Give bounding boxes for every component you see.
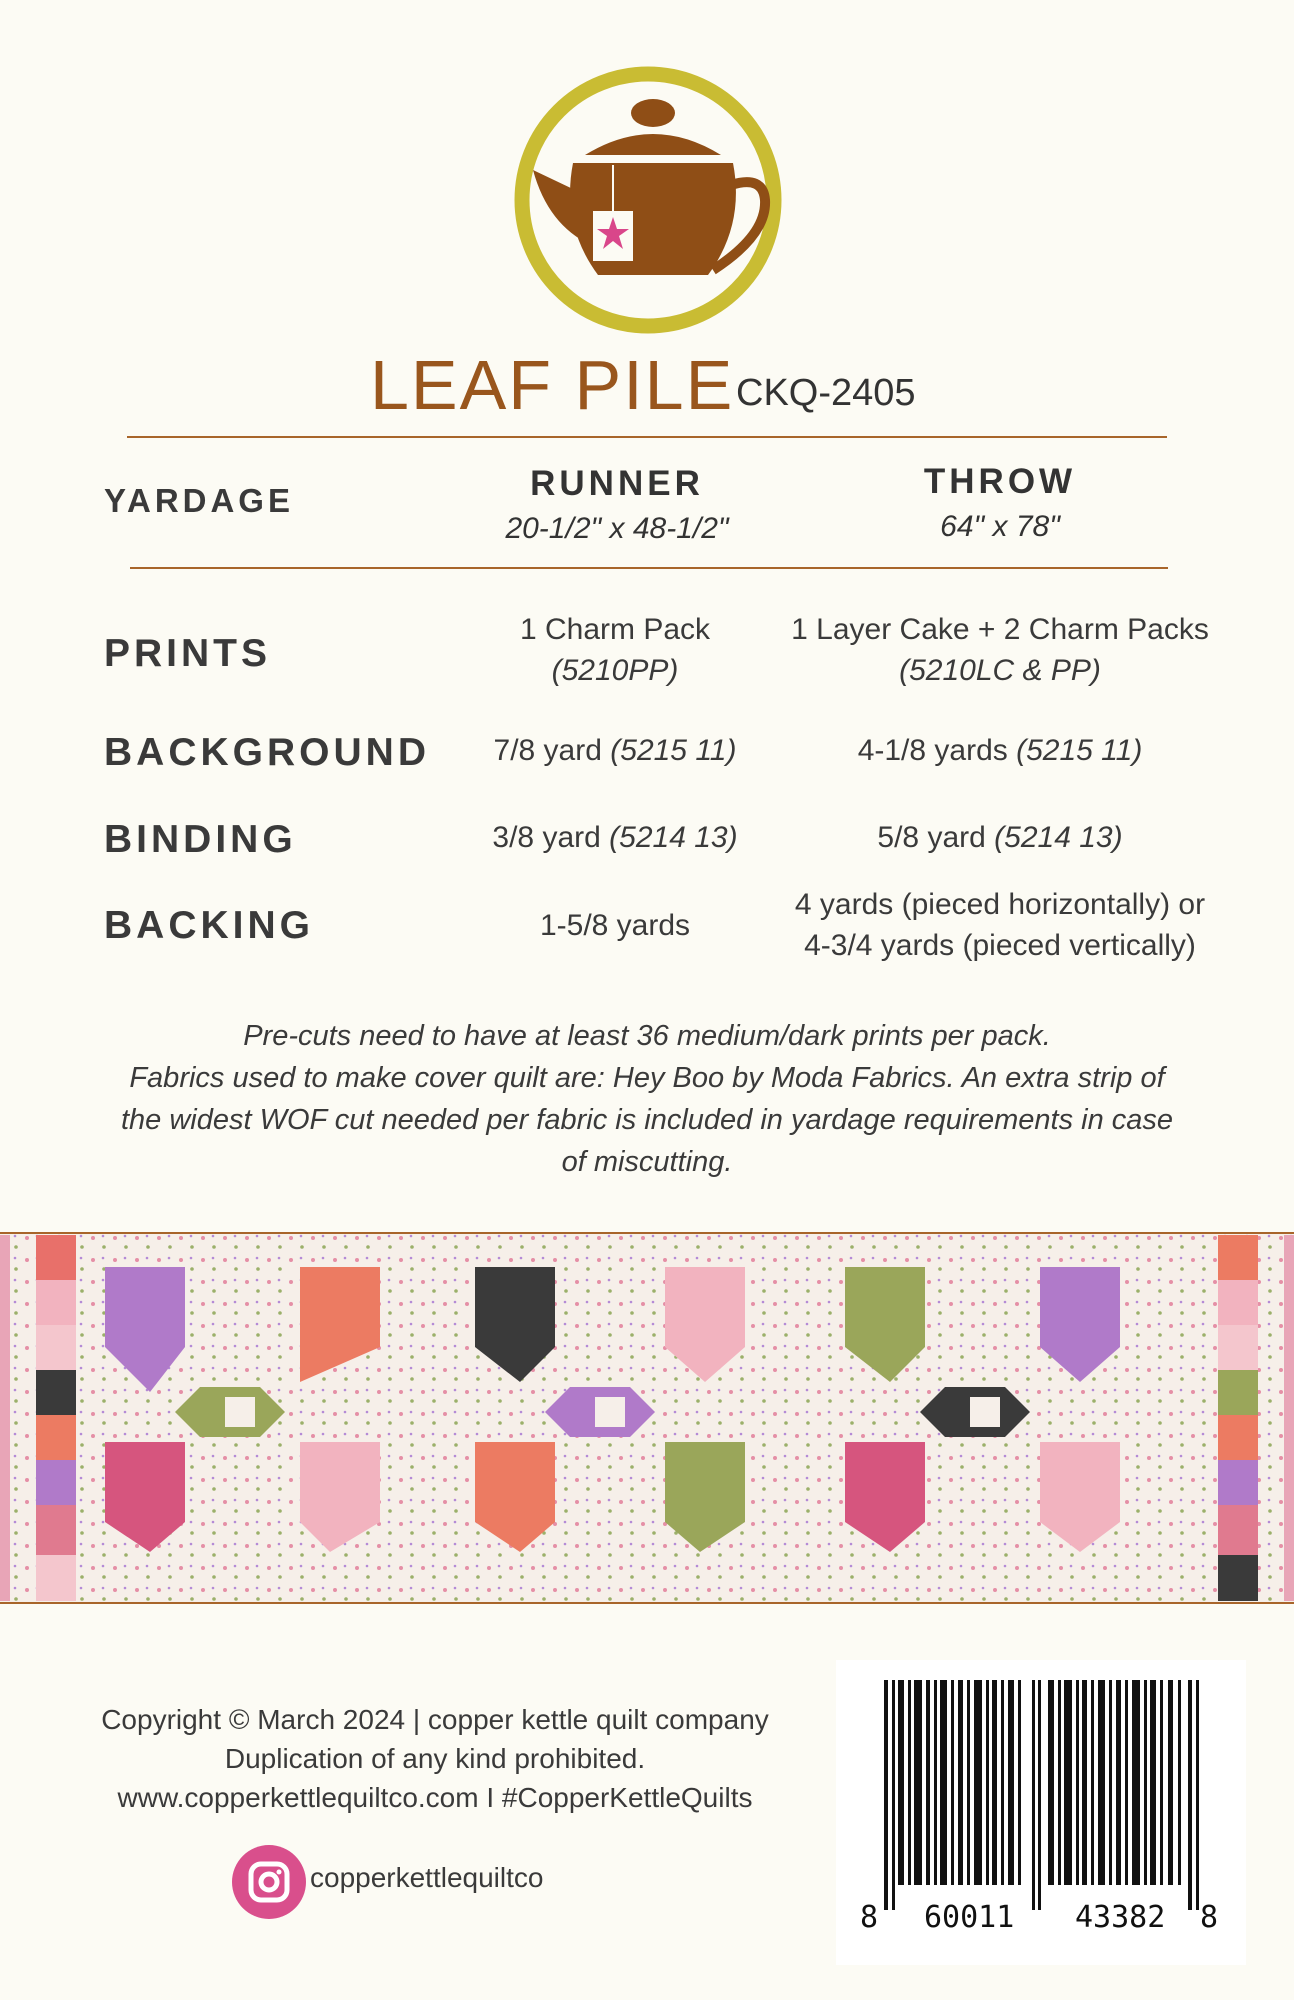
throw-size: 64" x 78" — [940, 510, 1060, 543]
prints-throw-cell — [760, 609, 1240, 691]
backing-throw-line2: 4-3/4 yards (pieced vertically) — [804, 929, 1196, 962]
backing-runner-text: 1-5/8 yards — [539, 909, 691, 942]
background-throw-cell — [760, 730, 1240, 771]
pattern-code: CKQ-2405 — [736, 372, 916, 414]
background-throw-text: 4-1/8 yards — [857, 734, 1008, 767]
divider-bottom — [130, 567, 1168, 569]
runner-heading: RUNNER — [530, 464, 704, 503]
website-link[interactable]: www.copperkettlequiltco.com I #CopperKettleQuilts — [117, 1782, 753, 1813]
prints-runner-text: 1 Charm Pack — [519, 613, 711, 646]
quilt-runner-image — [0, 1232, 1294, 1604]
runner-column-header — [437, 464, 797, 546]
binding-runner-cell — [440, 817, 790, 858]
binding-throw-cell — [760, 817, 1240, 858]
barcode-digit-lead: 8 — [860, 1900, 879, 1935]
background-runner-text: 7/8 yard — [493, 734, 602, 767]
fabric-note — [40, 1015, 1254, 1183]
throw-heading: THROW — [923, 462, 1077, 501]
backing-throw-cell — [760, 884, 1240, 966]
prints-runner-sku: (5210PP) — [551, 654, 679, 687]
row-label-binding: BINDING — [104, 818, 297, 861]
pattern-title: LEAF PILE — [370, 346, 735, 424]
throw-column-header — [820, 462, 1180, 544]
background-runner-sku: (5215 11) — [610, 734, 737, 767]
backing-throw-line1: 4 yards (pieced horizontally) or — [794, 888, 1206, 921]
footer-text — [40, 1700, 830, 1817]
row-label-background: BACKGROUND — [104, 731, 430, 774]
prints-throw-text: 1 Layer Cake + 2 Charm Packs — [791, 613, 1209, 646]
prints-throw-sku: (5210LC & PP) — [899, 654, 1101, 687]
binding-runner-sku: (5214 13) — [609, 821, 738, 854]
barcode-digits-right: 43382 — [1075, 1900, 1166, 1935]
barcode-digits-left: 60011 — [924, 1900, 1015, 1935]
note-line-3: the widest WOF cut needed per fabric is included in yardage requirements in case — [120, 1104, 1174, 1136]
binding-throw-sku: (5214 13) — [994, 821, 1123, 854]
runner-size: 20-1/2" x 48-1/2" — [505, 512, 729, 545]
divider-top — [127, 436, 1167, 438]
barcode-icon — [884, 1680, 1206, 1910]
instagram-icon[interactable] — [232, 1845, 306, 1919]
row-label-prints: PRINTS — [104, 632, 272, 675]
copyright-text: Copyright © March 2024 | copper kettle quilt company — [101, 1704, 769, 1735]
note-line-1: Pre-cuts need to have at least 36 medium/dark prints per pack. — [243, 1020, 1051, 1052]
row-label-backing: BACKING — [104, 904, 314, 947]
teapot-logo-icon — [513, 65, 783, 335]
note-line-4: of miscutting. — [561, 1146, 733, 1178]
binding-throw-text: 5/8 yard — [877, 821, 986, 854]
instagram-handle[interactable]: copperkettlequiltco — [310, 1862, 544, 1893]
binding-runner-text: 3/8 yard — [492, 821, 601, 854]
yardage-label: YARDAGE — [104, 482, 294, 519]
barcode-digit-check: 8 — [1200, 1900, 1219, 1935]
duplication-text: Duplication of any kind prohibited. — [224, 1743, 646, 1774]
background-throw-sku: (5215 11) — [1016, 734, 1143, 767]
note-line-2: Fabrics used to make cover quilt are: Hey Boo by Moda Fabrics. An extra strip of — [129, 1062, 1165, 1094]
prints-runner-cell — [440, 609, 790, 691]
backing-runner-cell — [440, 905, 790, 946]
background-runner-cell — [440, 730, 790, 771]
